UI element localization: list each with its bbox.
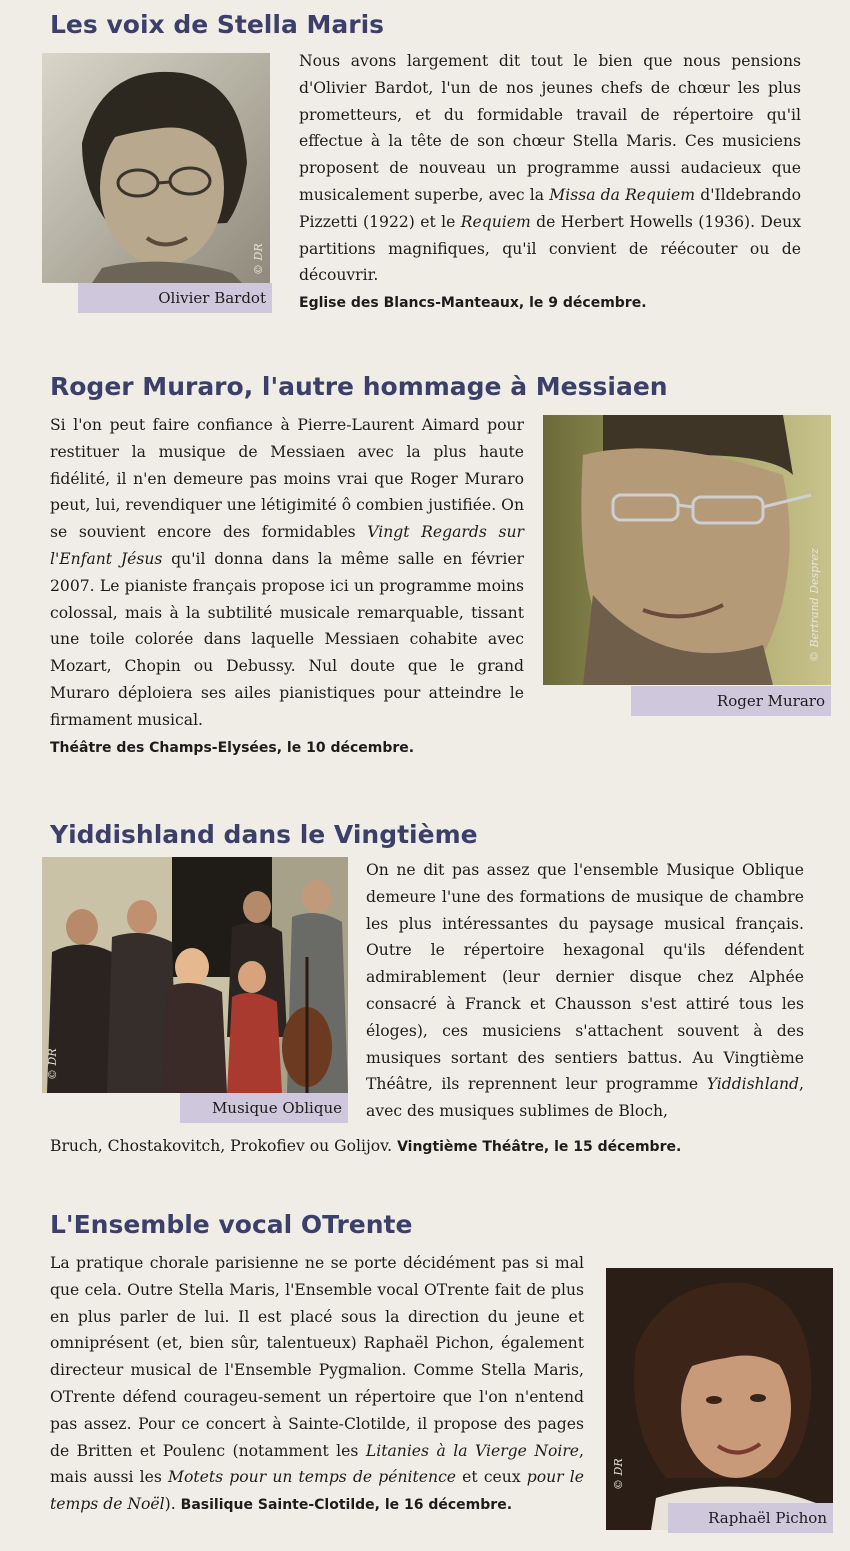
- olivier-bardot-caption: Olivier Bardot: [78, 283, 272, 313]
- article-1-work-1: Missa da Requiem: [549, 185, 696, 204]
- olivier-bardot-photo: [42, 53, 270, 283]
- article-4-venue: Basilique Sainte-Clotilde, le 16 décembre.: [180, 1497, 513, 1514]
- article-2-work-1: Vingt Regards sur l'Enfant Jésus: [50, 523, 524, 568]
- article-2-title: Roger Muraro, l'autre hommage à Messiaen: [50, 372, 668, 401]
- article-1-venue: Eglise des Blancs-Manteaux, le 9 décembre.: [299, 295, 647, 312]
- article-3-text-3: Bruch, Chostakovitch, Prokofiev ou Golijov.: [50, 1137, 393, 1155]
- olivier-bardot-photo-credit: © DR: [252, 243, 265, 275]
- article-3-text-2: , avec des musiques sublimes de Bloch,: [366, 1075, 804, 1121]
- article-2-venue: Théâtre des Champs-Elysées, le 10 décembre.: [50, 739, 415, 756]
- musique-oblique-caption: Musique Oblique: [180, 1093, 348, 1123]
- raphael-pichon-caption: Raphaël Pichon: [668, 1503, 833, 1533]
- article-4-text-4: ).: [164, 1495, 176, 1514]
- article-1-title: Les voix de Stella Maris: [50, 10, 385, 39]
- article-3-text-1: On ne dit pas assez que l'ensemble Musique Oblique demeure l'une des formations de musique de chambre les plus intéressantes du paysage musical français. Outre le répertoire hexagonal qu'ils défendent admirablement (leur dernier disque chez Alphée consacré à Franck et Chausson s'est attiré tous les éloges), ces musiciens s'attachent souvent à des musiques sortant des sentiers battus. Au Vingtième Théâtre, ils reprennent leur programme: [366, 861, 804, 1094]
- raphael-pichon-photo-credit: © DR: [612, 1458, 625, 1490]
- musique-oblique-photo: [42, 857, 348, 1093]
- raphael-pichon-photo: [606, 1268, 833, 1530]
- article-4-title: L'Ensemble vocal OTrente: [50, 1210, 413, 1239]
- article-4-text-1: La pratique chorale parisienne ne se porte décidément pas si mal que cela. Outre Stella Maris, l'Ensemble vocal OTrente fait de plus en plus parler de lui. Il est placé sous la direction du jeune et omniprésent (et, bien sûr, talentueux) Raphaël Pichon, également directeur musical de l'Ensemble Pygmalion. Comme Stella Maris, OTrente défend courageu-sement un répertoire que l'on n'entend pas assez. Pour ce concert à Sainte-Clotilde, il propose des pages de Britten et Poulenc (notamment les: [50, 1254, 584, 1460]
- roger-muraro-photo: [543, 415, 831, 685]
- article-2-text-1: Si l'on peut faire confiance à Pierre-Laurent Aimard pour restituer la musique de Messiaen avec la plus haute fidélité, il n'en demeure pas moins vrai que Roger Muraro peut, lui, revendiquer une létigimité ô combien justifiée. On se souvient encore des formidables: [50, 416, 524, 542]
- article-3-work-1: Yiddishland: [706, 1075, 800, 1094]
- article-1-text-1: Nous avons largement dit tout le bien que nous pensions d'Olivier Bardot, l'un de nos jeunes chefs de chœur les plus prometteurs, et du formidable travail de répertoire qu'il effectue à la tête de son chœur Stella Maris. Ces musiciens proposent de nouveau un programme aussi audacieux que musicalement superbe, avec la: [299, 52, 801, 204]
- article-4-text-3: et ceux: [456, 1468, 527, 1487]
- article-2-text-2: qu'il donna dans la même salle en février 2007. Le pianiste français propose ici un programme moins colossal, mais à la subtilité musicale remarquable, tissant une toile colorée dans laquelle Messiaen cohabite avec Mozart, Chopin ou Debussy. Nul doute que le grand Muraro déploiera ses ailes pianistiques pour atteindre le firmament musical.: [50, 549, 524, 729]
- article-4-text-2: , mais aussi les: [50, 1441, 585, 1487]
- article-1-text-2: d'Ildebrando Pizzetti (1922) et le: [299, 185, 802, 231]
- article-3-body: [366, 857, 804, 1125]
- article-4-work-2: Motets pour un temps de pénitence: [168, 1468, 457, 1487]
- article-3-title: Yiddishland dans le Vingtième: [50, 820, 478, 849]
- roger-muraro-photo-credit: © Bertrand Desprez: [808, 548, 821, 662]
- article-1-body: [299, 48, 801, 317]
- musique-oblique-photo-credit: © DR: [46, 1048, 59, 1080]
- roger-muraro-caption: Roger Muraro: [631, 686, 831, 716]
- article-3-body-tail: [50, 1133, 810, 1161]
- article-2-body: [50, 412, 524, 761]
- article-1-text-3: de Herbert Howells (1936). Deux partitions magnifiques, qu'il convient de réécouter ou de découvrir.: [299, 212, 801, 285]
- article-4-work-3: pour le temps de Noël: [50, 1468, 584, 1514]
- article-1-work-2: Requiem: [460, 212, 531, 231]
- article-3-venue: Vingtième Théâtre, le 15 décembre.: [397, 1139, 682, 1155]
- article-4-body: [50, 1250, 584, 1519]
- article-4-work-1: Litanies à la Vierge Noire: [365, 1441, 580, 1460]
